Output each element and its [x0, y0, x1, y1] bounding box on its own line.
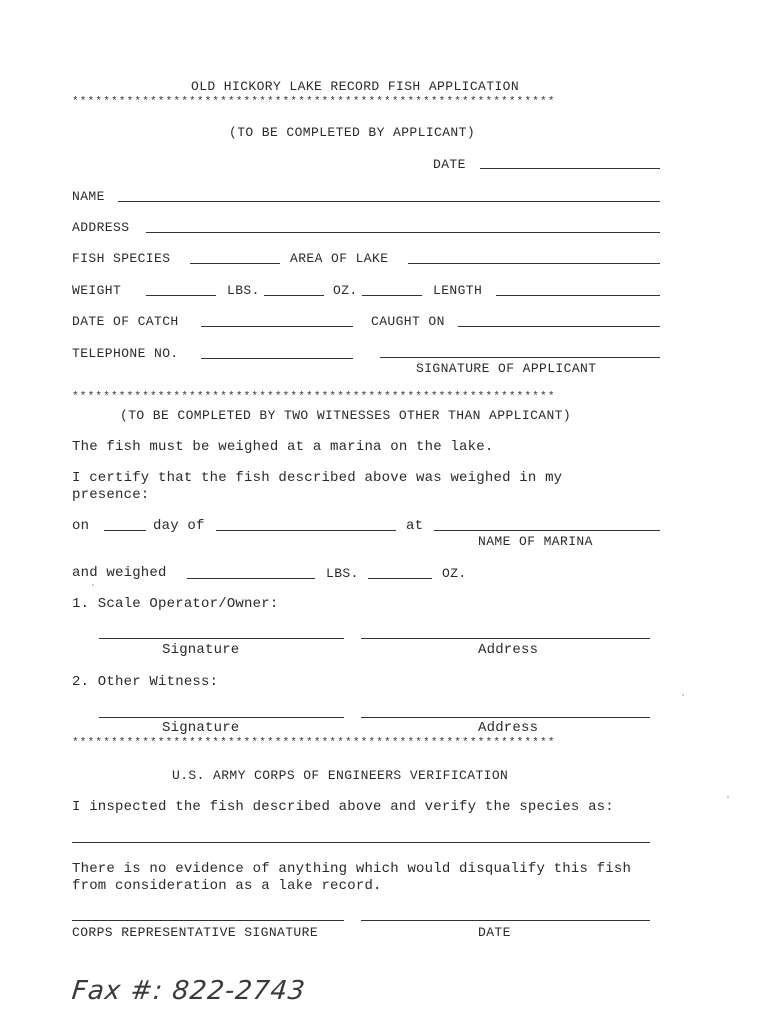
weighed-note: The fish must be weighed at a marina on the lake.: [72, 439, 494, 455]
witness1-signature-label: Signature: [162, 642, 240, 658]
date-of-catch-label: DATE OF CATCH: [72, 314, 179, 329]
star-divider: **************************************************************: [72, 391, 556, 403]
inspect-text: I inspected the fish described above and verify the species as:: [72, 799, 614, 815]
telephone-label: TELEPHONE NO.: [72, 346, 179, 361]
witness2-address-field[interactable]: [361, 717, 650, 718]
species-verification-field[interactable]: [72, 842, 650, 843]
date-label: DATE: [433, 157, 466, 172]
fish-species-field[interactable]: [190, 263, 280, 264]
certify-text-line2: presence:: [72, 487, 150, 503]
month-field[interactable]: [216, 530, 396, 531]
length-field[interactable]: [496, 295, 660, 296]
name-label: NAME: [72, 189, 105, 204]
name-field[interactable]: [118, 201, 660, 202]
day-field[interactable]: [104, 530, 146, 531]
date-field[interactable]: [480, 168, 660, 169]
witness-lbs-field[interactable]: [187, 578, 315, 579]
corps-signature-field[interactable]: [72, 920, 344, 921]
form-title: OLD HICKORY LAKE RECORD FISH APPLICATION: [191, 79, 520, 94]
witness-section-heading: (TO BE COMPLETED BY TWO WITNESSES OTHER THAN APPLICANT): [120, 408, 572, 423]
witness-lbs-label: LBS.: [326, 566, 359, 581]
applicant-section-heading: (TO BE COMPLETED BY APPLICANT): [229, 125, 476, 140]
area-of-lake-label: AREA OF LAKE: [290, 251, 389, 266]
handwritten-fax-number: Fax #: 822-2743: [70, 976, 308, 1006]
on-label: on: [72, 518, 90, 534]
corps-section-heading: U.S. ARMY CORPS OF ENGINEERS VERIFICATION: [172, 768, 509, 783]
witness1-label: 1. Scale Operator/Owner:: [72, 596, 279, 612]
star-divider: **************************************************************: [72, 737, 556, 749]
scan-speck: [92, 584, 94, 586]
day-of-label: day of: [153, 518, 205, 534]
witness2-signature-label: Signature: [162, 720, 240, 736]
applicant-signature-field[interactable]: [380, 357, 660, 358]
witness-oz-label: OZ.: [442, 566, 467, 581]
weight-oz-blank[interactable]: [362, 295, 422, 296]
witness2-address-label: Address: [478, 720, 539, 736]
witness2-signature-field[interactable]: [99, 717, 344, 718]
scan-speck: [727, 796, 729, 798]
fish-species-label: FISH SPECIES: [72, 251, 171, 266]
lbs-label: LBS.: [227, 283, 260, 298]
corps-date-field[interactable]: [361, 920, 650, 921]
date-of-catch-field[interactable]: [201, 326, 353, 327]
name-of-marina-label: NAME OF MARINA: [478, 534, 593, 549]
marina-field[interactable]: [434, 530, 660, 531]
star-divider: **************************************************************: [72, 96, 556, 108]
corps-signature-label: CORPS REPRESENTATIVE SIGNATURE: [72, 925, 319, 940]
caught-on-field[interactable]: [458, 326, 660, 327]
oz-label: OZ.: [333, 283, 358, 298]
weight-label: WEIGHT: [72, 283, 122, 298]
length-label: LENGTH: [433, 283, 483, 298]
witness2-label: 2. Other Witness:: [72, 674, 219, 690]
address-label: ADDRESS: [72, 220, 130, 235]
certify-text-line1: I certify that the fish described above was weighed in my: [72, 470, 563, 486]
signature-of-applicant-label: SIGNATURE OF APPLICANT: [416, 361, 597, 376]
evidence-text-line1: There is no evidence of anything which would disqualify this fish: [72, 861, 632, 877]
weight-oz-field[interactable]: [264, 295, 324, 296]
corps-date-label: DATE: [478, 925, 511, 940]
area-of-lake-field[interactable]: [408, 263, 660, 264]
scan-speck: [682, 694, 684, 696]
caught-on-label: CAUGHT ON: [371, 314, 445, 329]
evidence-text-line2: from consideration as a lake record.: [72, 878, 382, 894]
witness1-address-field[interactable]: [361, 638, 650, 639]
witness-oz-field[interactable]: [368, 578, 432, 579]
telephone-field[interactable]: [201, 358, 353, 359]
address-field[interactable]: [146, 232, 660, 233]
witness1-signature-field[interactable]: [99, 638, 344, 639]
witness1-address-label: Address: [478, 642, 539, 658]
at-label: at: [406, 518, 424, 534]
and-weighed-label: and weighed: [72, 565, 167, 581]
weight-lbs-field[interactable]: [146, 295, 216, 296]
